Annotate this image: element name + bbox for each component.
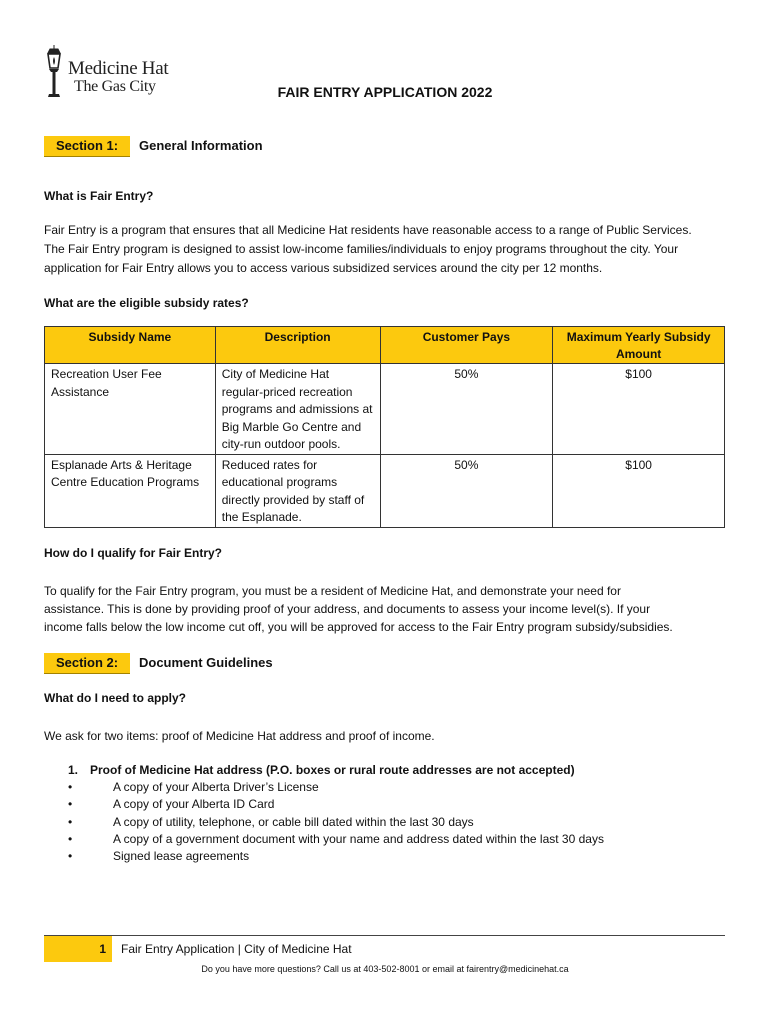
subsidy-table <box>44 326 725 528</box>
bullet-icon: • <box>68 780 73 795</box>
address-proof-list <box>58 762 738 865</box>
list-number: 1. <box>68 763 79 777</box>
bullet-icon: • <box>68 848 73 863</box>
list-item <box>58 848 738 865</box>
bullet-icon: • <box>68 831 73 846</box>
footer-text: Fair Entry Application | City of Medicine Hat <box>121 942 352 956</box>
list-item-text: A copy of your Alberta Driver’s License <box>113 780 319 795</box>
cell-customer-pays: 50% <box>380 364 553 455</box>
list-item-text: A copy of a government document with your name and address dated within the last 30 days <box>113 831 604 846</box>
qualify-heading: How do I qualify for Fair Entry? <box>44 546 223 560</box>
list-title: Proof of Medicine Hat address (P.O. boxes or rural route addresses are not accepted) <box>90 763 575 777</box>
section-1-label: Section 1: <box>44 136 130 157</box>
contact-line: Do you have more questions? Call us at 403-502-8001 or email at fairentry@medicinehat.ca <box>201 964 569 974</box>
paragraph-line: The Fair Entry program is designed to assist low-income families/individuals to enjoy programs throughout the city. Your <box>44 242 679 256</box>
section-2-label: Section 2: <box>44 653 130 674</box>
col-header-customer-pays: Customer Pays <box>380 327 553 364</box>
list-item-text: A copy of your Alberta ID Card <box>113 797 275 812</box>
cell-subsidy-name: Recreation User Fee Assistance <box>45 364 216 455</box>
paragraph-line: application for Fair Entry allows you to access various subsidized services around the city per 12 months. <box>44 261 603 275</box>
table-row <box>45 364 725 455</box>
table-row <box>45 454 725 527</box>
paragraph-line: assistance. This is done by providing proof of your address, and documents to assess your income level(s). If your <box>44 602 651 616</box>
list-item <box>58 814 738 831</box>
cell-subsidy-name: Esplanade Arts & Heritage Centre Education Programs <box>45 454 216 527</box>
paragraph-line: Fair Entry is a program that ensures that all Medicine Hat residents have reasonable access to a range of Public Services. <box>44 223 692 237</box>
col-header-max-subsidy: Maximum Yearly Subsidy Amount <box>553 327 725 364</box>
cell-description: Reduced rates for educational programs directly provided by staff of the Esplanade. <box>215 454 380 527</box>
cell-max-subsidy: $100 <box>553 364 725 455</box>
what-is-fair-entry-heading: What is Fair Entry? <box>44 189 154 203</box>
logo-line-1: Medicine Hat <box>68 58 169 79</box>
page-number: 1 <box>44 936 112 962</box>
footer-divider <box>44 935 725 936</box>
list-item <box>58 796 738 813</box>
list-item-text: A copy of utility, telephone, or cable bill dated within the last 30 days <box>113 814 474 829</box>
qualify-paragraph <box>44 582 734 636</box>
list-item <box>58 779 738 796</box>
list-heading <box>58 762 738 779</box>
subsidy-rates-heading: What are the eligible subsidy rates? <box>44 296 249 310</box>
bullet-icon: • <box>68 814 73 829</box>
cell-max-subsidy: $100 <box>553 454 725 527</box>
logo-line-2: The Gas City <box>74 78 156 95</box>
list-item <box>58 831 738 848</box>
page-title: FAIR ENTRY APPLICATION 2022 <box>277 84 493 100</box>
table-header-row <box>45 327 725 364</box>
section-2-title: Document Guidelines <box>139 655 273 670</box>
cell-description: City of Medicine Hat regular-priced recreation programs and admissions at Big Marble Go Centre and city-run outdoor pools. <box>215 364 380 455</box>
cell-customer-pays: 50% <box>380 454 553 527</box>
section-1-title: General Information <box>139 138 263 153</box>
what-do-i-need-heading: What do I need to apply? <box>44 691 186 705</box>
col-header-subsidy-name: Subsidy Name <box>45 327 216 364</box>
paragraph-line: To qualify for the Fair Entry program, you must be a resident of Medicine Hat, and demonstrate your need for <box>44 584 621 598</box>
list-item-text: Signed lease agreements <box>113 848 250 863</box>
apply-intro: We ask for two items: proof of Medicine Hat address and proof of income. <box>44 729 435 743</box>
bullet-icon: • <box>68 797 73 812</box>
fair-entry-paragraph <box>44 221 734 278</box>
col-header-description: Description <box>215 327 380 364</box>
paragraph-line: income falls below the low income cut off, you will be approved for access to the Fair Entry program subsidy/subsidies. <box>44 620 673 634</box>
